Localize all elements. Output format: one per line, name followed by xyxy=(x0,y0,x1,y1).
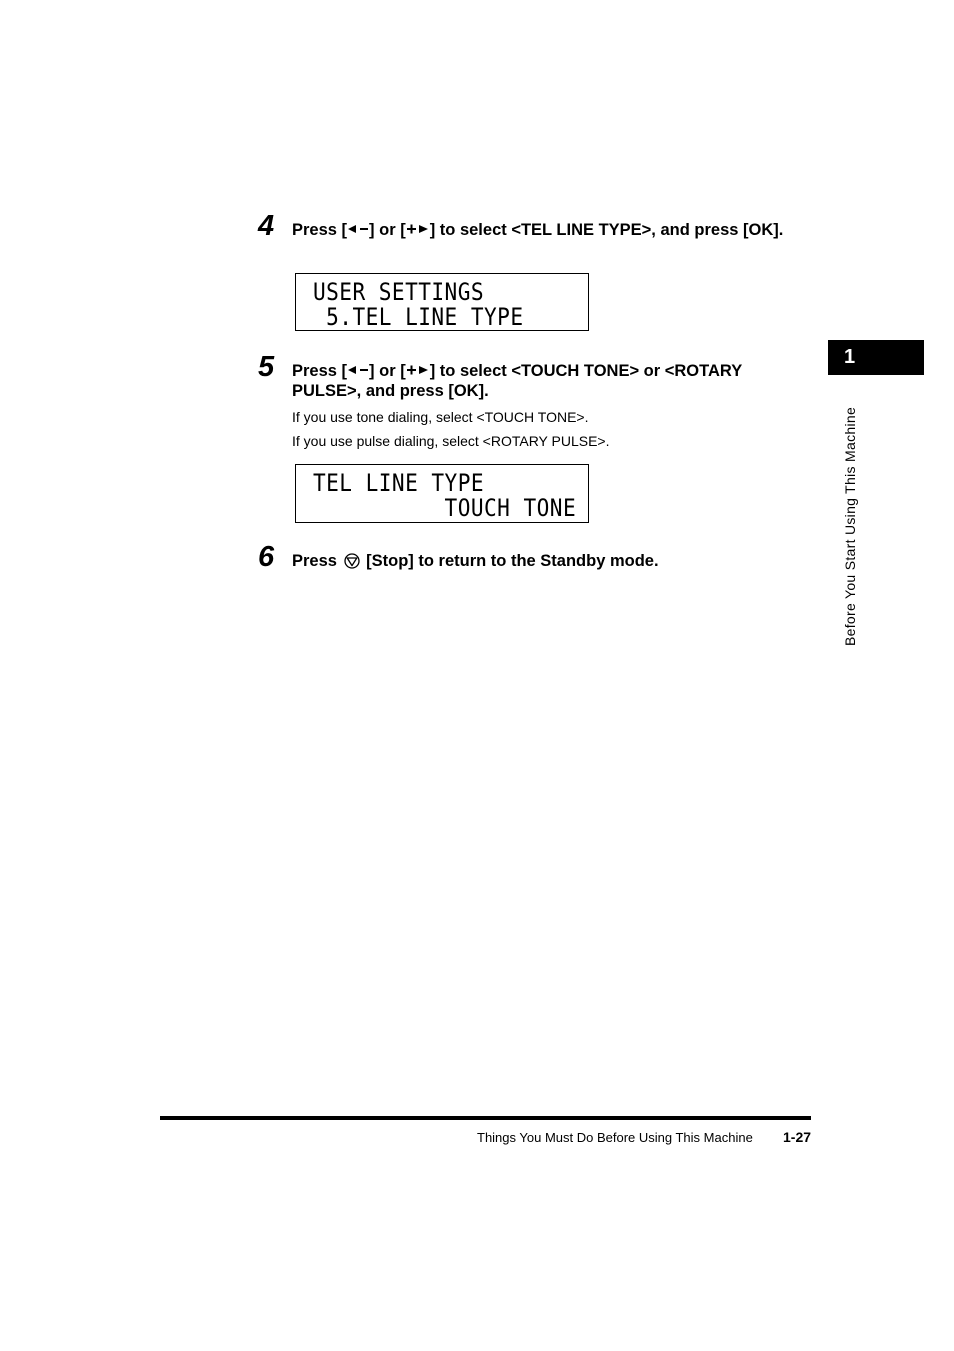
stop-icon xyxy=(344,553,360,575)
plus-right-triangle-icon xyxy=(406,362,430,382)
instruction-text: ] or [ xyxy=(369,221,406,240)
plus-right-triangle-icon xyxy=(406,221,430,241)
chapter-title: Before You Start Using This Machine xyxy=(842,406,858,646)
instruction-text: ] or [ xyxy=(369,362,406,381)
step-number: 4 xyxy=(258,210,275,242)
lcd-line-1: TEL LINE TYPE xyxy=(313,469,485,497)
instruction-text: Press [ xyxy=(292,221,348,240)
instruction-text: [Stop] to return to the Standby mode. xyxy=(366,552,659,570)
lcd-display xyxy=(295,464,589,523)
instruction-text: Press xyxy=(292,552,337,570)
instruction-text: Press [ xyxy=(292,362,348,381)
lcd-line-2: TOUCH TONE xyxy=(313,494,577,522)
step-note: If you use pulse dialing, select <ROTARY PULSE>. xyxy=(292,433,610,449)
chapter-tab xyxy=(828,340,924,375)
instruction-text: ] to select <TEL LINE TYPE>, and press [OK]. xyxy=(429,221,784,240)
step-instruction xyxy=(292,362,792,401)
footer-title: Things You Must Do Before Using This Machine xyxy=(477,1130,753,1145)
lcd-line-1: USER SETTINGS xyxy=(313,278,485,306)
page-number: 1-27 xyxy=(783,1129,812,1145)
chapter-number: 1 xyxy=(844,346,856,368)
step-number: 6 xyxy=(258,541,275,573)
left-triangle-minus-icon xyxy=(347,221,369,241)
step-instruction xyxy=(292,552,792,575)
step-number: 5 xyxy=(258,351,275,383)
footer-rule xyxy=(160,1116,811,1120)
step-note: If you use tone dialing, select <TOUCH TONE>. xyxy=(292,409,589,425)
lcd-display xyxy=(295,273,589,331)
step-instruction xyxy=(292,221,792,241)
left-triangle-minus-icon xyxy=(347,362,369,382)
instruction-text: ] to select <TOUCH TONE> or <ROTARY PULSE>, and press [OK]. xyxy=(292,362,742,400)
lcd-line-2: 5.TEL LINE TYPE xyxy=(313,303,524,331)
